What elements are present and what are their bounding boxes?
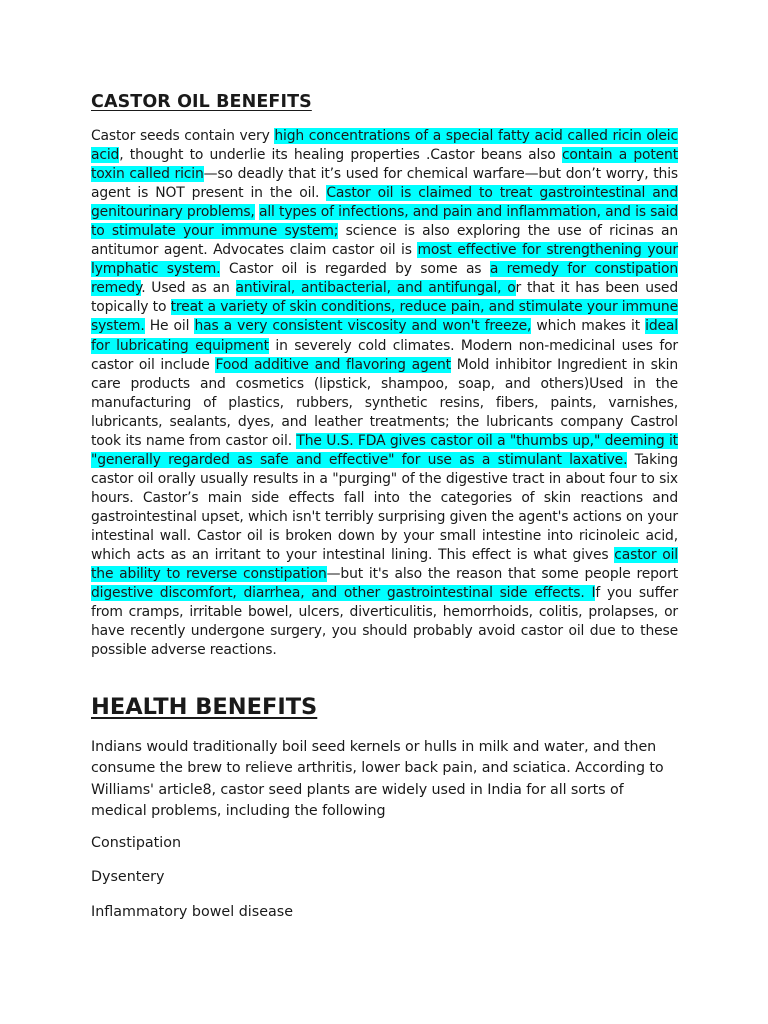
highlighted-text: castor oil the ability to reverse constipation — [91, 547, 678, 583]
health-benefits-heading: HEALTH BENEFITS — [91, 694, 318, 720]
body-text: in severely cold climates. Modern non-medicinal uses for castor oil include — [91, 337, 678, 373]
body-text: Mold inhibitor Ingredient in skin care products and cosmetics (lipstick, shampoo, soap, and others)Used in the manufacturing of plastics, rubbers, synthetic resins, fibers, paints, varnishes, lubricants, sealants, dyes, and leather treatments; the lubricants company Castrol took its name from castor oil. — [91, 356, 679, 449]
body-text: —so deadly that it’s used for chemical warfare—but don’t worry, this agent is NOT present in the oil. — [91, 166, 679, 202]
list-item-dysentery: Dysentery — [91, 869, 165, 885]
body-text: which makes it — [531, 318, 646, 335]
body-text: Castor seeds contain very — [91, 128, 275, 144]
highlighted-text: The U.S. FDA gives castor oil a "thumbs up," deeming it "generally regarded as safe and effective" for use as a stimulant laxative. — [91, 432, 678, 468]
highlighted-text: all types of infections, and pain and inflammation, and is said to stimulate your immune system; — [91, 204, 679, 240]
body-text: Taking castor oil orally usually results in a "purging" of the digestive tract in about four to six hours. Castor’s main side effects fall into the categories of skin reactions and gastrointestinal upset, which isn't terribly surprising given the agent's actions on your intestinal wall. Castor oil is broken down by your small intestine into ricinoleic acid, which acts as an irritant to your intestinal lining. This effect is what gives — [91, 451, 678, 564]
highlighted-text: Food additive and flavoring agent — [215, 356, 451, 373]
castor-oil-benefits-heading: CASTOR OIL BENEFITS — [91, 92, 312, 112]
highlighted-text: Castor oil is claimed to treat gastrointestinal and genitourinary problems, — [91, 185, 678, 221]
highlighted-text: a remedy for constipation remedy — [91, 261, 678, 297]
list-item-inflammatory-bowel-disease: Inflammatory bowel disease — [91, 904, 294, 920]
body-text: Castor oil is regarded by some as — [220, 261, 490, 278]
highlighted-text: ideal for lubricating equipment — [91, 318, 678, 354]
body-text: f you suffer from cramps, irritable bowel, ulcers, diverticulitis, hemorrhoids, colitis, prolapses, or have recently undergone surgery, you should probably avoid castor oil due to these possible adverse reactions. — [91, 585, 678, 659]
castor-oil-benefits-paragraph — [91, 127, 678, 660]
body-text: —but it's also the reason that some people report — [326, 566, 679, 583]
body-text: He oil — [144, 318, 195, 335]
body-text: , thought to underlie its healing properties .Castor beans also — [119, 147, 562, 164]
highlighted-text: most effective for strengthening your lymphatic system. — [91, 242, 678, 278]
highlighted-text: antiviral, antibacterial, and antifungal, o — [235, 280, 516, 297]
highlighted-text: contain a potent toxin called ricin — [91, 147, 679, 183]
body-text: r that it has been used topically to — [91, 280, 678, 316]
highlighted-text: has a very consistent viscosity and won't freeze, — [194, 318, 532, 335]
highlighted-text: digestive discomfort, diarrhea, and other gastrointestinal side effects. I — [91, 585, 596, 602]
list-item-constipation: Constipation — [91, 835, 182, 851]
health-benefits-intro: Indians would traditionally boil seed kernels or hulls in milk and water, and then consume the brew to relieve arthritis, lower back pain, and sciatica. According to Williams' article8, castor seed plants are widely used in India for all sorts of medical problems, including the following — [91, 739, 664, 819]
body-text: science is also exploring the use of ricinas an antitumor agent. Advocates claim castor oil is — [91, 223, 678, 259]
highlighted-text: treat a variety of skin conditions, reduce pain, and stimulate your immune system. — [91, 299, 678, 335]
body-text: . Used as an — [141, 280, 236, 297]
highlighted-text: high concentrations of a special fatty acid called ricin oleic acid — [91, 128, 678, 164]
